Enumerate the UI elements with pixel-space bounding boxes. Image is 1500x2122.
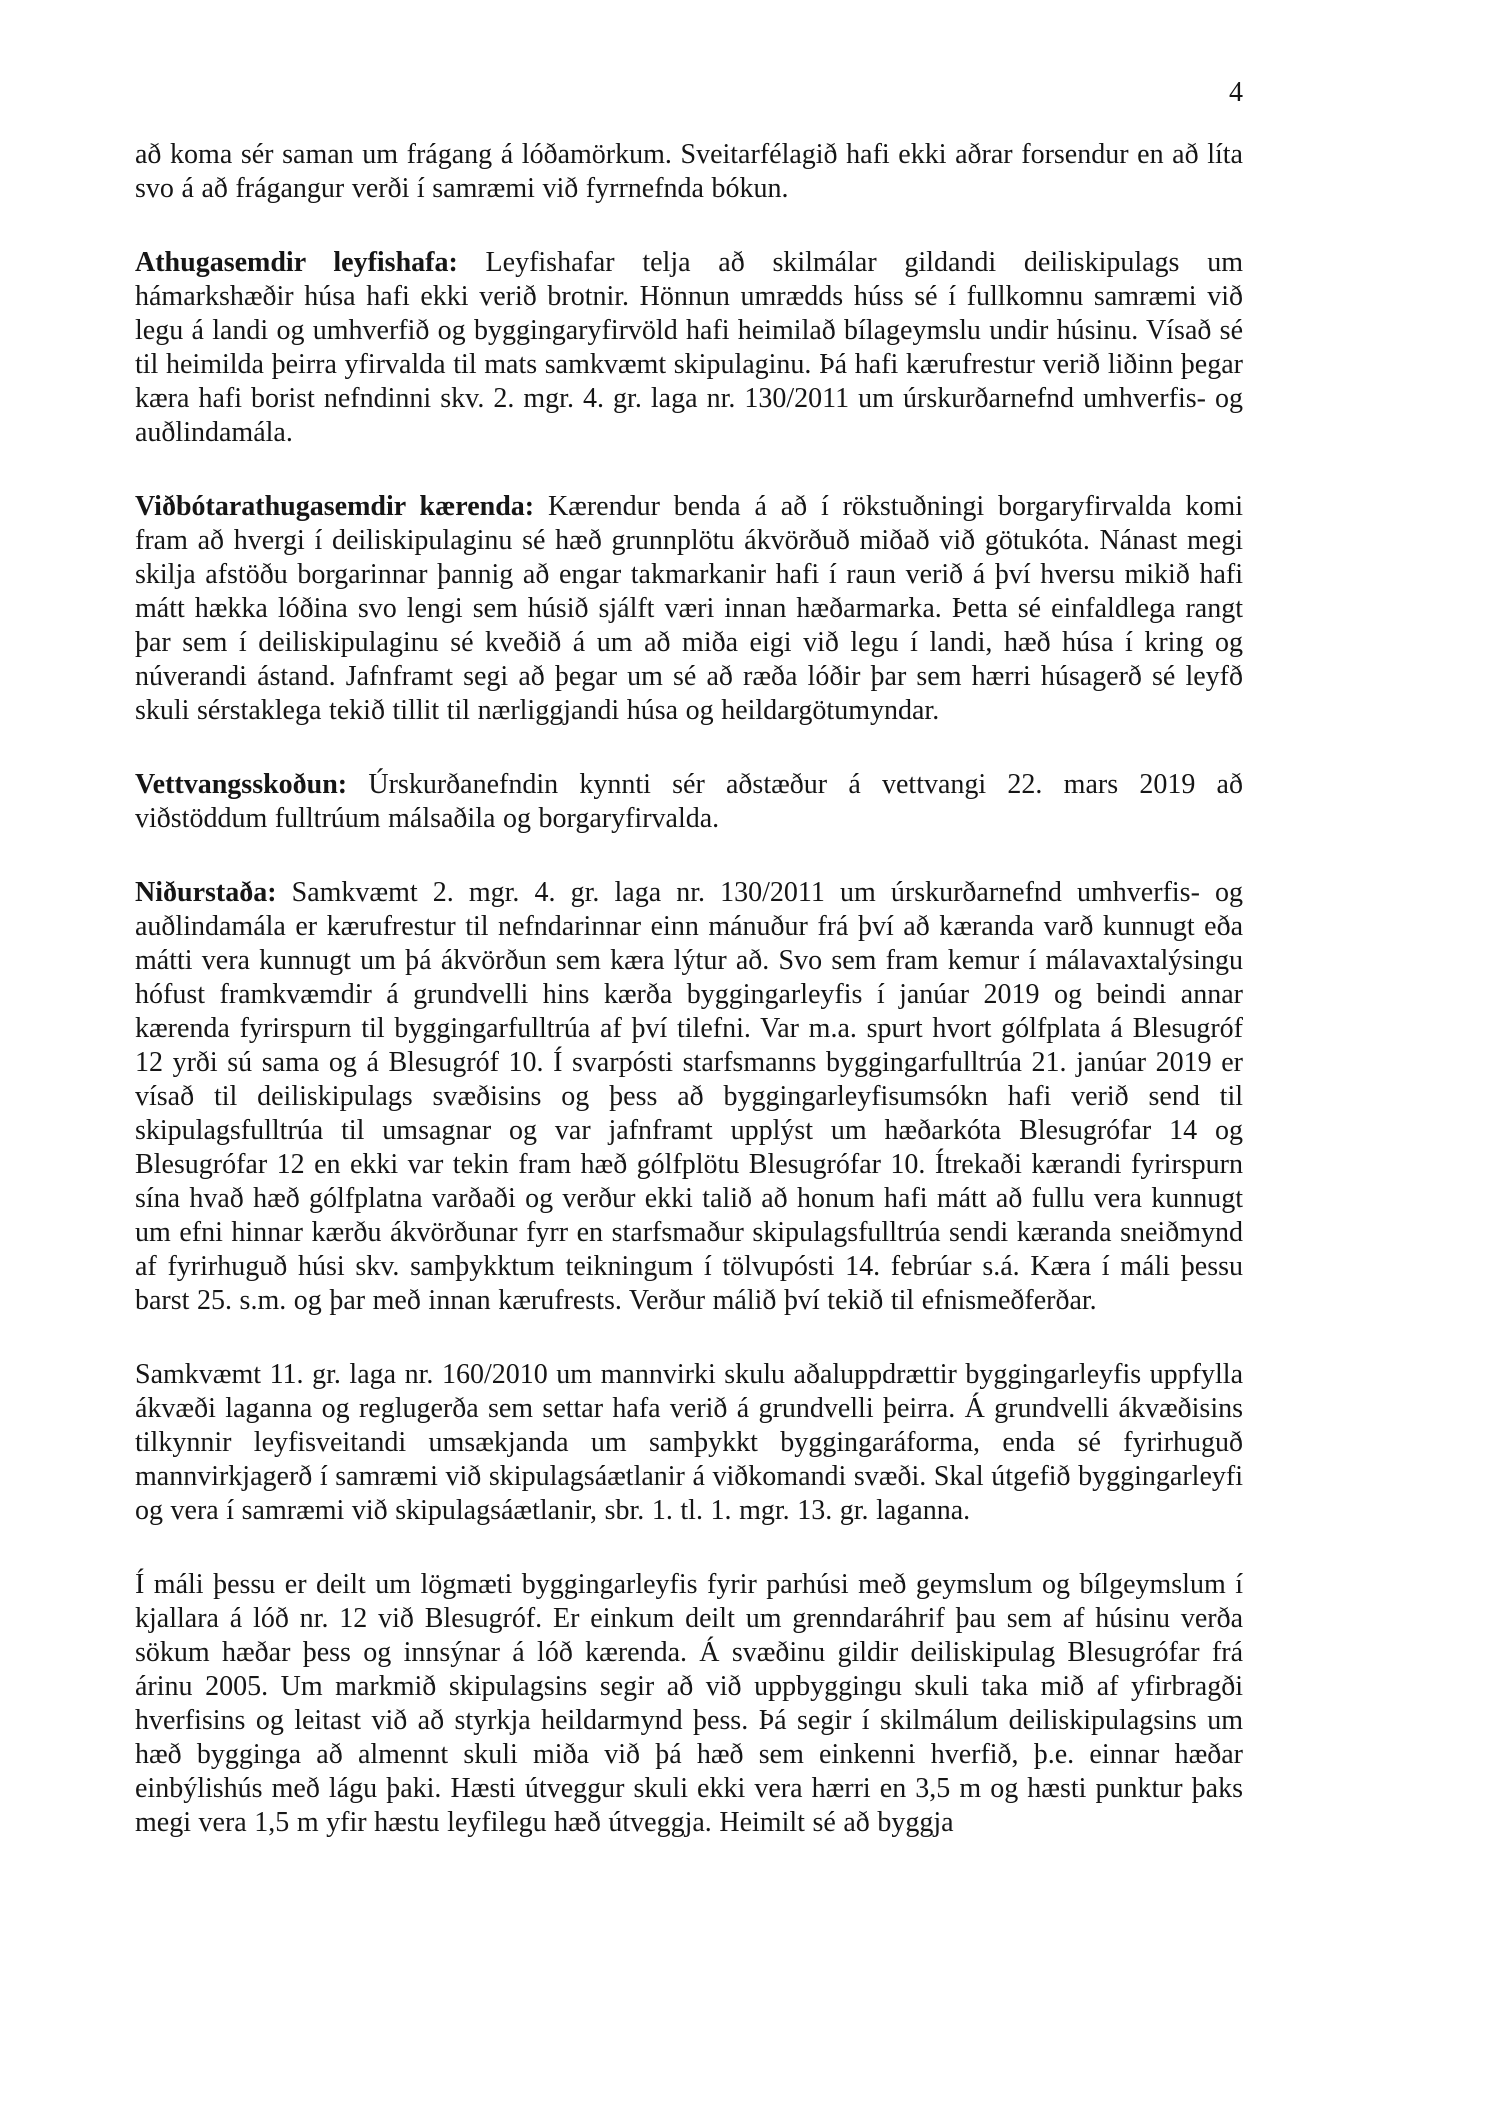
- paragraph-i-mali-thessu: [135, 1568, 1243, 1840]
- paragraph-vidbotarathugasemdir-kaerenda: [135, 490, 1243, 728]
- paragraph-nidurstada: [135, 876, 1243, 1318]
- paragraph-label: Viðbótarathugasemdir kærenda:: [135, 491, 548, 522]
- document-content: [135, 138, 1243, 1840]
- paragraph-vettvangsskodun: [135, 768, 1243, 836]
- paragraph-text: Samkvæmt 11. gr. laga nr. 160/2010 um mannvirki skulu aðaluppdrættir byggingarleyfis uppfylla ákvæði laganna og reglugerða sem settar hafa verið á grundvelli þeirra. Á grundvelli ákvæðisins tilkynnir leyfisveitandi umsækjanda um samþykkt byggingaráforma, enda sé fyrirhuguð mannvirkjagerð í samræmi við skipulagsáætlanir á viðkomandi svæði. Skal útgefið byggingarleyfi og vera í samræmi við skipulagsáætlanir, sbr. 1. tl. 1. mgr. 13. gr. laganna.: [135, 1359, 1243, 1526]
- paragraph-text: Leyfishafar telja að skilmálar gildandi deiliskipulags um hámarkshæðir húsa hafi ekki verið brotnir. Hönnun umrædds húss sé í fullkomnu samræmi við legu á landi og umhverfið og byggingaryfirvöld hafi heimilað bílageymslu undir húsinu. Vísað sé til heimilda þeirra yfirvalda til mats samkvæmt skipulaginu. Þá hafi kærufrestur verið liðinn þegar kæra hafi borist nefndinni skv. 2. mgr. 4. gr. laga nr. 130/2011 um úrskurðarnefnd umhverfis- og auðlindamála.: [135, 247, 1243, 448]
- paragraph-athugasemdir-leyfishafa: [135, 246, 1243, 450]
- paragraph-label: Athugasemdir leyfishafa:: [135, 247, 486, 278]
- paragraph-text: Í máli þessu er deilt um lögmæti byggingarleyfis fyrir parhúsi með geymslum og bílgeymslum í kjallara á lóð nr. 12 við Blesugróf. Er einkum deilt um grenndaráhrif þau sem af húsinu verða sökum hæðar þess og innsýnar á lóð kærenda. Á svæðinu gildir deiliskipulag Blesugrófar frá árinu 2005. Um markmið skipulagsins segir að við uppbyggingu skuli taka mið af yfirbragði hverfisins og leitast við að styrkja heildarmynd þess. Þá segir í skilmálum deiliskipulagsins um hæð bygginga að almennt skuli miða við þá hæð sem einkenni hverfið, þ.e. einnar hæðar einbýlishús með lágu þaki. Hæsti útveggur skuli ekki vera hærri en 3,5 m og hæsti punktur þaks megi vera 1,5 m yfir hæstu leyfilegu hæð útveggja. Heimilt sé að byggja: [135, 1569, 1243, 1838]
- paragraph-text: Kærendur benda á að í rökstuðningi borgaryfirvalda komi fram að hvergi í deiliskipulaginu sé hæð grunnplötu ákvörðuð miðað við götukóta. Nánast megi skilja afstöðu borgarinnar þannig að engar takmarkanir hafi í raun verið á því hversu mikið hafi mátt hækka lóðina svo lengi sem húsið sjálft væri innan hæðarmarka. Þetta sé einfaldlega rangt þar sem í deiliskipulaginu sé kveðið á um að miða eigi við legu í landi, hæð húsa í kring og núverandi ástand. Jafnframt segi að þegar um sé að ræða lóðir þar sem hærri húsagerð sé leyfð skuli sérstaklega tekið tillit til nærliggjandi húsa og heildargötumyndar.: [135, 491, 1243, 726]
- paragraph-label: Vettvangsskoðun:: [135, 769, 369, 800]
- paragraph-continuation: [135, 138, 1243, 206]
- paragraph-text: að koma sér saman um frágang á lóðamörkum. Sveitarfélagið hafi ekki aðrar forsendur en að líta svo á að frágangur verði í samræmi við fyrrnefnda bókun.: [135, 139, 1243, 204]
- paragraph-text: Úrskurðanefndin kynnti sér aðstæður á vettvangi 22. mars 2019 að viðstöddum fulltrúum málsaðila og borgaryfirvalda.: [135, 769, 1243, 834]
- page-number: 4: [1229, 77, 1243, 108]
- paragraph-label: Niðurstaða:: [135, 877, 292, 908]
- paragraph-text: Samkvæmt 2. mgr. 4. gr. laga nr. 130/2011 um úrskurðarnefnd umhverfis- og auðlindamála er kærufrestur til nefndarinnar einn mánuður frá því að kæranda varð kunnugt eða mátti vera kunnugt um þá ákvörðun sem kæra lýtur að. Svo sem fram kemur í málavaxtalýsingu hófust framkvæmdir á grundvelli hins kærða byggingarleyfis í janúar 2019 og beindi annar kærenda fyrirspurn til byggingarfulltrúa af því tilefni. Var m.a. spurt hvort gólfplata á Blesugróf 12 yrði sú sama og á Blesugróf 10. Í svarpósti starfsmanns byggingarfulltrúa 21. janúar 2019 er vísað til deiliskipulags svæðisins og þess að byggingarleyfisumsókn hafi verið send til skipulagsfulltrúa til umsagnar og var jafnframt upplýst um hæðarkóta Blesugrófar 14 og Blesugrófar 12 en ekki var tekin fram hæð gólfplötu Blesugrófar 10. Ítrekaði kærandi fyrirspurn sína hvað hæð gólfplatna varðaði og verður ekki talið að honum hafi mátt að fullu vera kunnugt um efni hinnar kærðu ákvörðunar fyrr en starfsmaður skipulagsfulltrúa sendi kæranda sneiðmynd af fyrirhuguð húsi skv. samþykktum teikningum í tölvupósti 14. febrúar s.á. Kæra í máli þessu barst 25. s.m. og þar með innan kærufrests. Verður málið því tekið til efnismeðferðar.: [135, 877, 1243, 1316]
- paragraph-samkvaemt-11-gr: [135, 1358, 1243, 1528]
